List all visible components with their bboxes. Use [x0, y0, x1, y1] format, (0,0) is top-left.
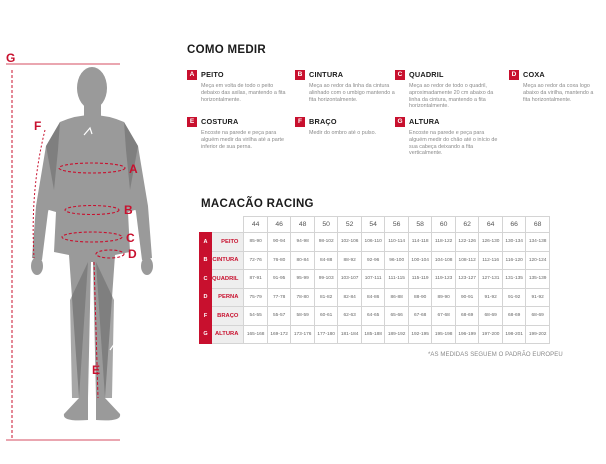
table-row — [200, 270, 550, 289]
table-cell: 127-131 — [479, 270, 503, 289]
size-table-body — [200, 233, 550, 344]
table-cell: 78-80 — [291, 288, 315, 307]
table-cell: 84-86 — [361, 288, 385, 307]
measure-description: Encoste na parede e peça para alguém medir do chão até o início de sua cabeça deixando a fita verticalmente. — [409, 130, 498, 157]
size-header: 44 — [244, 217, 268, 233]
table-cell: 135-139 — [526, 270, 550, 289]
table-cell: 185-188 — [361, 325, 385, 344]
measure-waist — [295, 69, 400, 103]
table-cell: 91-95 — [267, 270, 291, 289]
table-cell: 76-80 — [267, 251, 291, 270]
table-cell: 96-100 — [385, 251, 409, 270]
table-cell: 60-61 — [314, 307, 338, 326]
row-letter: C — [200, 270, 212, 289]
table-cell: 91-92 — [526, 288, 550, 307]
table-cell: 62-63 — [338, 307, 362, 326]
table-cell: 120-124 — [526, 251, 550, 270]
size-header: 64 — [479, 217, 503, 233]
measure-name: QUADRIL — [409, 70, 444, 79]
table-cell: 192-195 — [408, 325, 432, 344]
table-cell: 81-82 — [314, 288, 338, 307]
table-cell: 111-115 — [385, 270, 409, 289]
measure-arm — [295, 116, 400, 137]
label-c: C — [126, 231, 135, 245]
table-cell: 173-176 — [291, 325, 315, 344]
table-cell: 87-91 — [244, 270, 268, 289]
table-cell: 107-111 — [361, 270, 385, 289]
row-name: CINTURA — [212, 251, 244, 270]
size-header: 56 — [385, 217, 409, 233]
table-cell: 104-108 — [432, 251, 456, 270]
table-corner — [200, 217, 212, 233]
row-letter: D — [200, 288, 212, 307]
table-corner — [212, 217, 244, 233]
table-cell: 123-127 — [455, 270, 479, 289]
table-cell: 165-168 — [244, 325, 268, 344]
table-cell: 77-78 — [267, 288, 291, 307]
table-cell: 65-66 — [385, 307, 409, 326]
measure-description: Meça em volta de todo o peito debaixo das axilas, mantendo a fita horizontalmente. — [201, 83, 286, 103]
table-cell: 189-192 — [385, 325, 409, 344]
table-row — [200, 288, 550, 307]
table-cell: 116-120 — [502, 251, 526, 270]
table-cell: 90-94 — [267, 233, 291, 252]
measure-name: PEITO — [201, 70, 224, 79]
size-header: 60 — [432, 217, 456, 233]
table-cell: 115-119 — [408, 270, 432, 289]
measure-description: Encoste na parede e peça para alguém medir da virilha até a parte inferior de sua perna. — [201, 130, 284, 150]
measure-inseam — [187, 116, 292, 150]
measure-thigh — [509, 69, 601, 103]
table-cell: 103-107 — [338, 270, 362, 289]
measure-letter: C — [395, 70, 405, 80]
row-name: PERNA — [212, 288, 244, 307]
table-cell: 199-202 — [526, 325, 550, 344]
row-name: ALTURA — [212, 325, 244, 344]
label-g: G — [6, 51, 16, 65]
measure-description: Meça ao redor da coxa logo abaixo da virilha, mantendo a fita horizontalmente. — [523, 83, 594, 103]
table-cell: 197-200 — [479, 325, 503, 344]
row-name: PEITO — [212, 233, 244, 252]
size-header: 52 — [338, 217, 362, 233]
table-cell: 89-90 — [432, 288, 456, 307]
table-cell: 110-114 — [385, 233, 409, 252]
row-letter: A — [200, 233, 212, 252]
table-cell: 58-59 — [291, 307, 315, 326]
table-cell: 95-99 — [291, 270, 315, 289]
table-cell: 68-69 — [502, 307, 526, 326]
measure-height — [395, 116, 500, 157]
table-row — [200, 233, 550, 252]
table-cell: 91-92 — [479, 288, 503, 307]
label-b: B — [124, 203, 133, 217]
table-cell: 68-69 — [479, 307, 503, 326]
table-cell: 118-122 — [432, 233, 456, 252]
table-cell: 64-65 — [361, 307, 385, 326]
measure-letter: E — [187, 117, 197, 127]
measure-name: ALTURA — [409, 117, 440, 126]
table-cell: 126-130 — [479, 233, 503, 252]
table-cell: 99-103 — [314, 270, 338, 289]
measure-letter: D — [509, 70, 519, 80]
table-cell: 86-88 — [385, 288, 409, 307]
size-header: 48 — [291, 217, 315, 233]
row-name: QUADRIL — [212, 270, 244, 289]
measure-hip — [395, 69, 500, 110]
table-row — [200, 325, 550, 344]
table-cell: 67-68 — [432, 307, 456, 326]
table-cell: 68-69 — [455, 307, 479, 326]
measure-letter: B — [295, 70, 305, 80]
measure-name: BRAÇO — [309, 117, 337, 126]
table-cell: 88-90 — [408, 288, 432, 307]
how-to-measure-title: COMO MEDIR — [187, 44, 267, 56]
row-letter: G — [200, 325, 212, 344]
label-f: F — [34, 119, 42, 133]
table-row — [200, 307, 550, 326]
measure-description: Meça ao redor de todo o quadril, aproximadamente 20 cm abaixo da linha da cintura, mantendo a fita horizontalmente. — [409, 83, 494, 110]
table-cell: 88-92 — [338, 251, 362, 270]
table-cell: 72-76 — [244, 251, 268, 270]
measure-name: CINTURA — [309, 70, 344, 79]
table-cell: 177-180 — [314, 325, 338, 344]
table-cell: 134-138 — [526, 233, 550, 252]
measure-name: COSTURA — [201, 117, 239, 126]
table-cell: 94-98 — [291, 233, 315, 252]
table-cell: 181-184 — [338, 325, 362, 344]
table-cell: 169-172 — [267, 325, 291, 344]
table-cell: 92-96 — [361, 251, 385, 270]
size-header: 54 — [361, 217, 385, 233]
table-cell: 114-118 — [408, 233, 432, 252]
table-row — [200, 251, 550, 270]
size-table-title: MACACÃO RACING — [201, 198, 314, 210]
table-cell: 196-199 — [455, 325, 479, 344]
table-cell: 122-126 — [455, 233, 479, 252]
table-cell: 102-106 — [338, 233, 362, 252]
table-cell: 55-57 — [267, 307, 291, 326]
measure-letter: G — [395, 117, 405, 127]
measure-chest — [187, 69, 292, 103]
table-cell: 119-123 — [432, 270, 456, 289]
table-cell: 80-84 — [291, 251, 315, 270]
size-header: 66 — [502, 217, 526, 233]
table-cell: 68-69 — [526, 307, 550, 326]
size-header: 62 — [455, 217, 479, 233]
table-cell: 91-92 — [502, 288, 526, 307]
size-table — [199, 216, 550, 344]
table-cell: 198-201 — [502, 325, 526, 344]
table-cell: 98-102 — [314, 233, 338, 252]
label-e: E — [92, 363, 101, 377]
measure-letter: F — [295, 117, 305, 127]
size-header: 68 — [526, 217, 550, 233]
table-cell: 100-104 — [408, 251, 432, 270]
body-figure — [0, 0, 186, 464]
measure-name: COXA — [523, 70, 545, 79]
label-d: D — [128, 247, 137, 261]
table-cell: 90-91 — [455, 288, 479, 307]
size-header: 58 — [408, 217, 432, 233]
table-cell: 106-110 — [361, 233, 385, 252]
size-header: 50 — [314, 217, 338, 233]
measure-letter: A — [187, 70, 197, 80]
size-header: 46 — [267, 217, 291, 233]
table-cell: 84-88 — [314, 251, 338, 270]
label-a: A — [129, 162, 138, 176]
table-cell: 82-84 — [338, 288, 362, 307]
size-header-row — [200, 217, 550, 233]
table-cell: 67-68 — [408, 307, 432, 326]
measure-description: Meça ao redor da linha da cintura alinhado com o umbigo mantendo a fita horizontalmente. — [309, 83, 395, 103]
table-cell: 75-79 — [244, 288, 268, 307]
table-cell: 108-112 — [455, 251, 479, 270]
table-cell: 54-55 — [244, 307, 268, 326]
measure-description: Medir do ombro até o pulso. — [309, 130, 377, 136]
row-letter: F — [200, 307, 212, 326]
table-cell: 195-198 — [432, 325, 456, 344]
table-cell: 85-90 — [244, 233, 268, 252]
table-cell: 130-134 — [502, 233, 526, 252]
row-letter: B — [200, 251, 212, 270]
table-cell: 131-135 — [502, 270, 526, 289]
table-cell: 112-116 — [479, 251, 503, 270]
table-footnote: *AS MEDIDAS SEGUEM O PADRÃO EUROPEU — [428, 352, 563, 358]
row-name: BRAÇO — [212, 307, 244, 326]
